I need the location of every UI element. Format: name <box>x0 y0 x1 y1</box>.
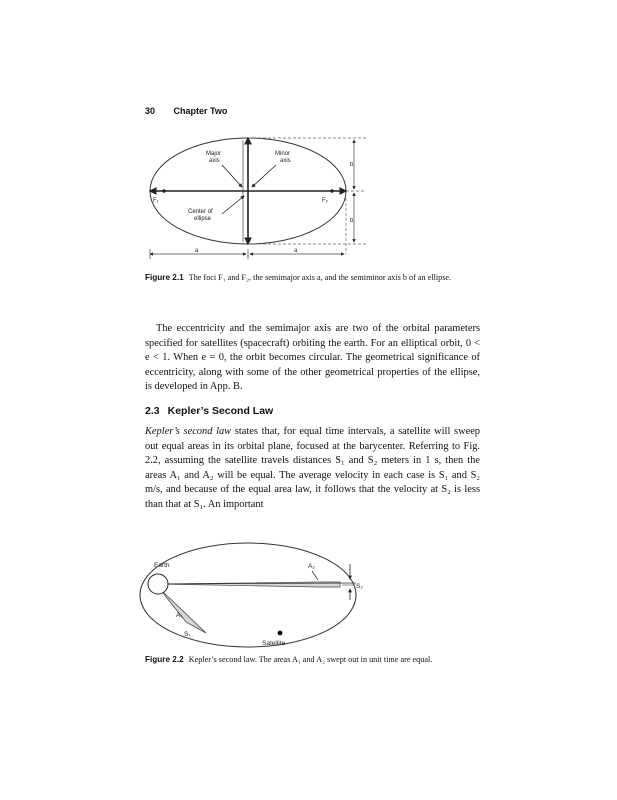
label-b-bottom: b <box>350 218 354 224</box>
figure-2-2-caption-text: Kepler’s second law. The areas A₁ and A₂ swept out in unit time are equal. <box>188 655 433 664</box>
label-satellite: Satellite <box>262 640 286 647</box>
label-a-right: a <box>294 248 298 254</box>
section-title: Kepler’s Second Law <box>167 405 274 417</box>
page-number: 30 <box>145 106 156 116</box>
label-s1: S₁ <box>184 631 191 638</box>
label-f2: F₂ <box>322 198 328 204</box>
figure-2-1-label: Figure 2.1 <box>145 273 184 282</box>
label-earth: Earth <box>154 562 170 569</box>
orbit-ellipse <box>140 543 356 647</box>
figure-2-2-label: Figure 2.2 <box>145 655 184 664</box>
major-label-pointer <box>222 165 242 187</box>
area-a2-sector <box>158 582 340 587</box>
second-law-body: states that, for equal time intervals, a satellite will sweep out equal areas in its orbital plane, focused at the barycenter. Referring to Fig. 2.2, assuming the satellite travels distances S₁ and S₂ meters in 1 s, then the areas A₁ and A₂ will be equal. The average velocity in each case is S₁ and S₂ m/s, and because of the equal area law, it follows that the velocity at S₂ is less than that at S₁. An important <box>145 426 481 510</box>
focus-1-dot <box>162 189 166 193</box>
label-a1: A₁ <box>176 612 183 619</box>
label-f1: F₁ <box>153 198 159 204</box>
figure-2-2-second-law-diagram <box>138 538 478 650</box>
section-heading <box>145 405 273 417</box>
label-major-axis: axis <box>209 158 220 164</box>
figure-2-1-ellipse-diagram <box>138 128 478 268</box>
minor-label-pointer <box>252 165 276 187</box>
area-a1-sector <box>159 588 206 633</box>
label-minor-axis: axis <box>280 158 291 164</box>
figure-2-2-caption <box>145 655 480 665</box>
label-s2: S₂ <box>356 583 363 590</box>
earth-circle <box>148 574 168 594</box>
focus-2-dot <box>330 189 334 193</box>
figure-2-1-caption-text: The foci F₁ and F₂, the semimajor axis a, and the semiminor axis b of an ellipse. <box>188 273 452 282</box>
label-major: Major <box>206 151 222 157</box>
label-ellipse: ellipse <box>194 216 212 222</box>
chapter-title: Chapter Two <box>173 106 228 116</box>
second-law-paragraph <box>145 425 480 513</box>
figure-2-1-caption <box>145 273 480 283</box>
section-number: 2.3 <box>145 405 160 417</box>
eccentricity-paragraph: The eccentricity and the semimajor axis are two of the orbital parameters specified for satellites (spacecraft) orbiting the earth. For an elliptical orbit, 0 < e < 1. When e = 0, the orbit becomes circular. The geometrical significance of eccentricity, along with some of the other geometrical properties of the ellipse, is developed in App. B. <box>145 323 480 393</box>
label-minor: Minor <box>275 151 291 157</box>
center-label-pointer <box>222 196 244 214</box>
a2-pointer <box>312 571 318 580</box>
label-center-of: Center of <box>188 209 213 215</box>
label-a-left: a <box>195 248 199 254</box>
second-law-term: Kepler’s second law <box>145 426 232 437</box>
label-a2: A₂ <box>308 563 315 570</box>
running-header <box>145 106 227 116</box>
label-b-top: b <box>350 162 354 168</box>
satellite-dot <box>278 631 283 636</box>
